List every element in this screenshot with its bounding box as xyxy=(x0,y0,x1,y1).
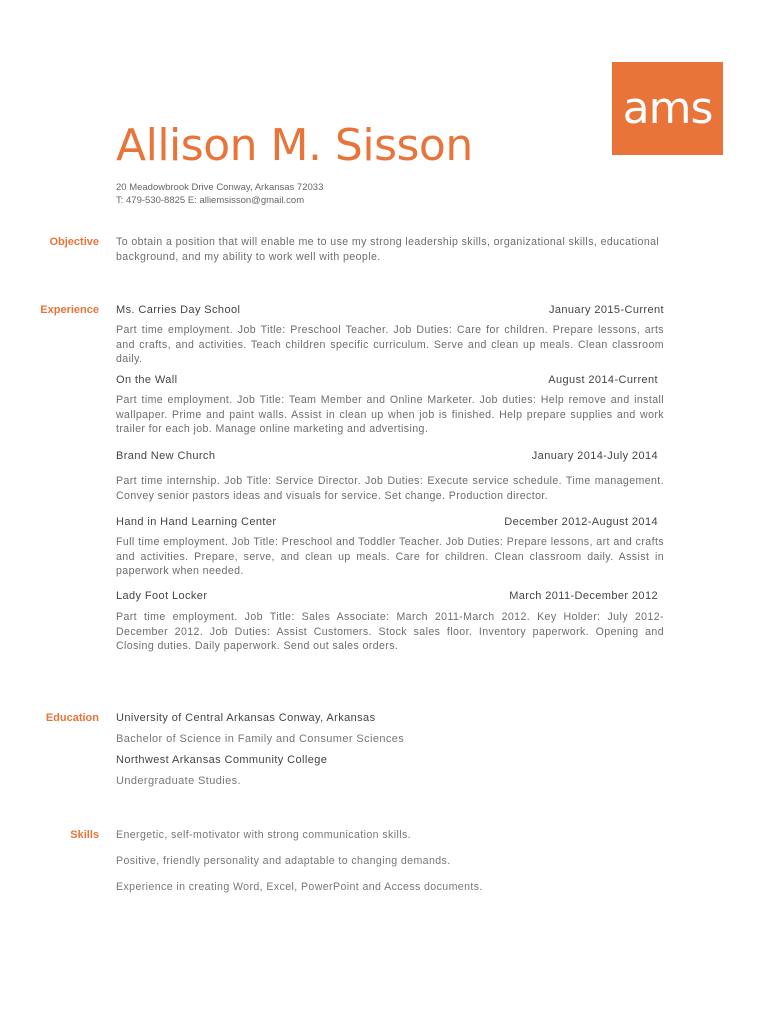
job-description: Part time employment. Job Title: Team Member and Online Marketer. Job duties: Help remove and install wallpaper. Prime and paint walls. Assist in clean up when job is finished. Help prepare supplies and work trailer for each job. Manage online marketing and advertising. xyxy=(116,394,664,436)
job-description: Part time employment. Job Title: Sales Associate: March 2011-March 2012. Key Holder: July 2012-December 2012. Job Duties: Assist Customers. Stock sales floor. Inventory paperwork. Opening and Closing duties. Daily paperwork. Send out sales orders. xyxy=(116,611,664,653)
education-school: Northwest Arkansas Community College xyxy=(116,754,328,766)
skill-item: Energetic, self-motivator with strong communication skills. xyxy=(116,829,412,841)
contact-info xyxy=(116,181,323,207)
section-label-skills: Skills xyxy=(70,829,99,841)
job-employer: Ms. Carries Day School xyxy=(116,304,241,316)
job-header xyxy=(116,450,664,462)
job-dates: March 2011-December 2012 xyxy=(509,590,658,602)
job-header xyxy=(116,304,664,316)
page-title: Allison M. Sisson xyxy=(116,120,473,171)
education-degree: Undergraduate Studies. xyxy=(116,775,241,787)
job-dates: August 2014-Current xyxy=(548,374,658,386)
education-degree: Bachelor of Science in Family and Consumer Sciences xyxy=(116,733,405,745)
job-dates: December 2012-August 2014 xyxy=(504,516,658,528)
phone-email: T: 479-530-8825 E: alliemsisson@gmail.com xyxy=(116,195,305,206)
job-description: Full time employment. Job Title: Preschool and Toddler Teacher. Job Duties: Prepare lessons, art and crafts and activities. Prepare, serve, and clean up meals. Care for children. Clean classroom daily. Assist in paperwork when needed. xyxy=(116,536,664,578)
job-employer: On the Wall xyxy=(116,374,178,386)
section-label-experience: Experience xyxy=(40,304,99,316)
job-employer: Lady Foot Locker xyxy=(116,590,208,602)
job-employer: Hand in Hand Learning Center xyxy=(116,516,277,528)
education-school: University of Central Arkansas Conway, Arkansas xyxy=(116,712,376,724)
job-header xyxy=(116,374,664,386)
job-dates: January 2014-July 2014 xyxy=(531,450,658,462)
skill-item: Positive, friendly personality and adaptable to changing demands. xyxy=(116,855,451,867)
job-dates: January 2015-Current xyxy=(548,304,664,316)
job-header xyxy=(116,516,664,528)
job-employer: Brand New Church xyxy=(116,450,216,462)
job-description: Part time internship. Job Title: Service Director. Job Duties: Execute service schedule. Time management. Convey senior pastors ideas and visuals for service. Set change. Production director. xyxy=(116,475,664,502)
objective-text: To obtain a position that will enable me to use my strong leadership skills, organizational skills, educational background, and my ability to work well with people. xyxy=(116,236,660,263)
monogram-logo xyxy=(612,62,723,155)
job-header xyxy=(116,590,664,602)
job-description: Part time employment. Job Title: Preschool Teacher. Job Duties: Care for children. Prepare lessons, arts and crafts, and activities. Teach children specific curriculum. Serve and clean up meals. Clean classroom daily. xyxy=(116,324,664,366)
section-label-education: Education xyxy=(45,712,99,724)
logo-text: ams xyxy=(622,82,713,134)
section-label-objective: Objective xyxy=(49,236,99,248)
skill-item: Experience in creating Word, Excel, PowerPoint and Access documents. xyxy=(116,881,483,893)
address: 20 Meadowbrook Drive Conway, Arkansas 72033 xyxy=(116,182,324,193)
